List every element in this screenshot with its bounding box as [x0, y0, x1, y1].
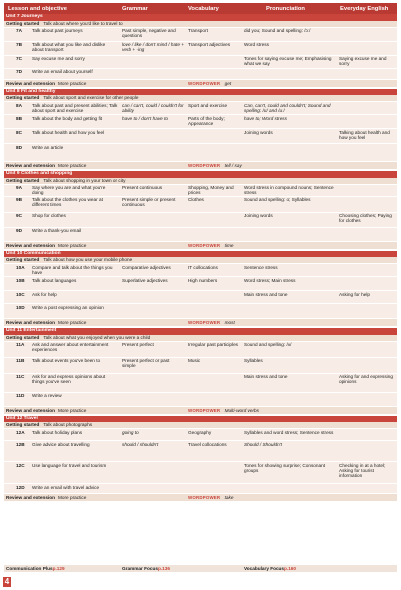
wordpower-label: WORDPOWER	[188, 320, 221, 325]
lesson-grammar: Present perfect	[122, 342, 154, 347]
lesson-pronunciation: Word stress in compound nouns; Sentence stress	[244, 185, 334, 196]
unit-section	[4, 89, 397, 172]
lesson-pronunciation: did you; Sound and spelling: /ɔː/	[244, 28, 311, 33]
lesson-objective: Talk about health and how you feel	[32, 129, 105, 135]
getting-started-text: Talk about how you use your mobile phone	[43, 257, 133, 262]
wordpower	[188, 494, 233, 501]
getting-started-text: Talk about shopping in your town or city	[43, 177, 126, 183]
lesson-pronunciation: Tones for saying excuse me; Emphasising what we say	[244, 56, 332, 67]
lesson-row	[4, 143, 397, 161]
lesson-code: 10A	[16, 264, 25, 270]
lesson-code: 12C	[16, 462, 25, 468]
lesson-pronunciation: Sentence stress	[244, 264, 278, 270]
lesson-objective: Talk about the body and getting fit	[32, 115, 103, 121]
header-pronunciation: Pronunciation	[266, 5, 305, 12]
lesson-row	[4, 101, 397, 114]
lesson-row	[4, 184, 397, 196]
lesson-vocabulary: Shopping, Money and prices	[188, 185, 234, 196]
lesson-pronunciation: Main stress and tone	[244, 374, 288, 379]
lesson-objective: Write a post expressing an opinion	[32, 304, 104, 310]
lesson-code: 10C	[16, 291, 25, 297]
wordpower-label: WORDPOWER	[188, 495, 221, 500]
more-practice-label: More practice	[57, 407, 87, 413]
lesson-objective: Talk about holiday plans	[32, 429, 83, 435]
lesson-pronunciation: Should / Shouldn't	[244, 441, 282, 447]
lesson-row	[4, 128, 397, 143]
more-practice-label: More practice	[57, 242, 87, 248]
wordpower-word: Multi-word verbs	[224, 407, 259, 413]
lesson-vocabulary: Travel collocations	[188, 441, 227, 447]
getting-started-text: Talk about where you'd like to travel to	[43, 20, 123, 26]
lesson-pronunciation: Tones for showing surprise; Consonant groups	[244, 462, 326, 473]
lesson-objective: Talk about languages	[32, 277, 77, 283]
getting-started-text: Talk about what you enjoyed when you were a child	[43, 334, 151, 340]
wordpower-word: get	[224, 80, 232, 86]
lesson-everyday-english: Asking for help	[339, 291, 371, 297]
lesson-vocabulary: IT collocations	[188, 264, 218, 270]
unit-title: Unit 11 Entertainment	[4, 328, 397, 335]
lesson-pronunciation: Syllables and word stress; Sentence stress	[244, 429, 334, 435]
review-label: Review and extension	[6, 320, 55, 325]
unit-title: Unit 7 Journeys	[4, 14, 397, 21]
lesson-grammar: Past simple, negative and questions	[122, 28, 176, 39]
wordpower	[188, 80, 231, 87]
units-container	[4, 14, 397, 503]
lesson-objective: Talk about events you've been to	[32, 358, 101, 363]
lesson-everyday-english: Saying excuse me and sorry	[339, 56, 387, 67]
header-vocabulary: Vocabulary	[188, 5, 219, 12]
lesson-code: 10B	[16, 277, 25, 283]
lesson-pronunciation: Word stress	[244, 42, 269, 47]
lesson-objective: Write an email about yourself	[32, 69, 93, 74]
lesson-objective: Say where you are and what you're doing	[32, 185, 106, 196]
unit-title: Unit 10 Communication	[4, 251, 397, 258]
lesson-code: 7C	[16, 56, 22, 61]
getting-started-text: Talk about photographs	[43, 422, 93, 427]
footer-vocabulary-focus: Vocabulary Focus	[244, 566, 285, 571]
wordpower	[188, 162, 242, 169]
lesson-objective: Write a thank-you email	[32, 228, 82, 233]
lesson-code: 12D	[16, 484, 25, 490]
lesson-row	[4, 303, 397, 318]
footer-gf-page[interactable]: p.136	[157, 566, 170, 571]
lesson-row	[4, 55, 397, 68]
lesson-vocabulary: Geography	[188, 429, 212, 435]
wordpower-word: time	[224, 242, 234, 248]
getting-started-label: Getting started	[6, 20, 40, 26]
wordpower	[188, 242, 233, 249]
table-header	[4, 3, 397, 14]
getting-started-label: Getting started	[6, 257, 40, 262]
getting-started-label: Getting started	[6, 95, 40, 100]
wordpower	[188, 319, 235, 326]
lesson-pronunciation: Main stress and tone	[244, 291, 288, 297]
header-lesson: Lesson and objective	[8, 5, 67, 12]
lesson-everyday-english: Checking in at a hotel; Asking for tourist information	[339, 462, 386, 479]
review-label: Review and extension	[6, 495, 55, 500]
review-row	[4, 79, 397, 87]
lesson-code: 11B	[16, 358, 25, 363]
lesson-pronunciation: have to; Word stress	[244, 115, 287, 121]
lesson-code: 12A	[16, 429, 25, 435]
lesson-code: 9D	[16, 228, 22, 233]
lesson-grammar: Present continuous	[122, 185, 163, 190]
lesson-grammar: love / like / don't mind / hate + verb + -ing	[122, 42, 184, 53]
getting-started-label: Getting started	[6, 334, 40, 340]
lesson-grammar: Present simple or present continuous	[122, 197, 176, 208]
header-grammar: Grammar	[122, 5, 148, 12]
review-row	[4, 241, 397, 249]
lesson-objective: Write an article	[32, 144, 64, 150]
lesson-pronunciation: Syllables	[244, 358, 263, 363]
more-practice-label: More practice	[57, 495, 87, 500]
lesson-row	[4, 461, 397, 483]
lesson-objective: Use language for travel and tourism	[32, 462, 107, 468]
more-practice-label: More practice	[57, 163, 87, 168]
lesson-vocabulary: High numbers	[188, 277, 218, 283]
lesson-objective: Talk about what you like and dislike about transport	[32, 42, 106, 53]
lesson-row	[4, 263, 397, 276]
lesson-pronunciation: Can, can't, could and couldn't; Sound and spelling: /ʊ/ and /uː/	[244, 102, 331, 113]
lesson-grammar: Present perfect or past simple	[122, 358, 170, 369]
wordpower-word: take	[224, 495, 234, 500]
lesson-grammar: going to	[122, 429, 139, 435]
lesson-everyday-english: Asking for and expressing opinions	[339, 374, 393, 385]
lesson-grammar: have to / don't have to	[122, 115, 168, 121]
review-row	[4, 493, 397, 501]
lesson-vocabulary: Sport and exercise	[188, 102, 228, 108]
lesson-objective: Ask for and express opinions about things you've seen	[32, 374, 106, 385]
lesson-objective: Compare and talk about the things you have	[32, 264, 113, 275]
lesson-everyday-english: Talking about health and how you feel	[339, 129, 390, 140]
page-number: 4	[4, 577, 10, 586]
lesson-pronunciation: Sound and spelling: o; Syllables	[244, 197, 311, 202]
lesson-row	[4, 227, 397, 241]
lesson-grammar: Comparative adjectives	[122, 264, 171, 270]
lesson-row	[4, 357, 397, 373]
getting-started-text: Talk about sport and exercise for other people	[43, 95, 139, 100]
lesson-vocabulary: Irregular past participles	[188, 342, 239, 347]
lesson-vocabulary: Parts of the body; Appearance	[188, 115, 225, 126]
review-label: Review and extension	[6, 163, 55, 168]
lesson-objective: Write an email with travel advice	[32, 484, 100, 490]
unit-section	[4, 14, 397, 89]
lesson-code: 8D	[16, 144, 22, 150]
lesson-code: 8C	[16, 129, 22, 135]
unit-title: Unit 9 Clothes and shopping	[4, 171, 397, 178]
lesson-pronunciation: Sound and spelling: /ʌ/	[244, 342, 292, 347]
lesson-vocabulary: Transport	[188, 28, 208, 33]
lesson-grammar: should / shouldn't	[122, 441, 159, 447]
footer-vf-page[interactable]: p.160	[284, 566, 297, 571]
lesson-row	[4, 27, 397, 41]
unit-section	[4, 171, 397, 251]
lesson-objective: Say excuse me and sorry	[32, 56, 85, 61]
review-row	[4, 406, 397, 414]
lesson-row	[4, 212, 397, 227]
lesson-code: 8A	[16, 102, 22, 108]
lesson-row	[4, 392, 397, 406]
lesson-row	[4, 440, 397, 461]
lesson-row	[4, 41, 397, 55]
lesson-grammar: can / can't, could / couldn't for ability	[122, 102, 184, 113]
lesson-code: 9C	[16, 213, 22, 218]
footer-bar	[4, 565, 397, 572]
lesson-row	[4, 68, 397, 79]
lesson-pronunciation: Joining words	[244, 129, 273, 135]
unit-section	[4, 416, 397, 504]
more-practice-label: More practice	[57, 320, 87, 325]
wordpower-label: WORDPOWER	[188, 80, 221, 86]
lesson-grammar: Superlative adjectives	[122, 277, 168, 283]
unit-section	[4, 328, 397, 416]
lesson-objective: Talk about past journeys	[32, 28, 83, 33]
lesson-pronunciation: Joining words	[244, 213, 273, 218]
review-row	[4, 318, 397, 326]
lesson-objective: Talk about past and present abilities; Talk about sport and exercise	[32, 102, 118, 113]
header-everyday-english: Everyday English	[340, 5, 389, 12]
lesson-row	[4, 290, 397, 303]
lesson-code: 7A	[16, 28, 22, 33]
lesson-row	[4, 428, 397, 440]
lesson-objective: Talk about the clothes you wear at different times	[32, 197, 103, 208]
lesson-code: 7B	[16, 42, 22, 47]
lesson-code: 11A	[16, 342, 25, 347]
lesson-code: 7D	[16, 69, 22, 74]
wordpower-word: tell / say	[224, 163, 242, 168]
unit-title: Unit 8 Fit and healthy	[4, 89, 397, 96]
lesson-row	[4, 483, 397, 493]
getting-started-label: Getting started	[6, 177, 40, 183]
lesson-vocabulary: Transport adjectives	[188, 42, 231, 47]
lesson-objective: Shop for clothes	[32, 213, 66, 218]
contents-page	[4, 3, 397, 503]
footer-cp-page[interactable]: p.129	[52, 566, 65, 571]
lesson-objective: Ask for help	[32, 291, 57, 297]
review-row	[4, 161, 397, 169]
lesson-row	[4, 276, 397, 290]
lesson-everyday-english: Choosing clothes; Paying for clothes	[339, 213, 392, 224]
lesson-code: 9B	[16, 197, 22, 202]
getting-started-label: Getting started	[6, 422, 40, 427]
lesson-code: 10D	[16, 304, 25, 310]
wordpower-word: most	[224, 320, 235, 325]
lesson-pronunciation: Word stress; Main stress	[244, 277, 296, 283]
lesson-code: 11D	[16, 393, 25, 398]
lesson-objective: Ask and answer about entertainment experiences	[32, 342, 109, 353]
lesson-vocabulary: Music	[188, 358, 201, 363]
lesson-row	[4, 341, 397, 357]
review-label: Review and extension	[6, 80, 55, 86]
lesson-row	[4, 373, 397, 392]
lesson-vocabulary: Clothes	[188, 197, 204, 202]
section-gap	[4, 501, 397, 503]
wordpower-label: WORDPOWER	[188, 163, 221, 168]
wordpower-label: WORDPOWER	[188, 407, 221, 413]
lesson-objective: Give advice about travelling	[32, 441, 90, 447]
wordpower-label: WORDPOWER	[188, 242, 221, 248]
review-label: Review and extension	[6, 407, 55, 413]
lesson-objective: Write a review	[32, 393, 62, 398]
unit-title: Unit 12 Travel	[4, 416, 397, 423]
lesson-code: 9A	[16, 185, 22, 190]
lesson-row	[4, 196, 397, 212]
footer-grammar-focus: Grammar Focus	[122, 566, 158, 571]
lesson-code: 11C	[16, 374, 25, 379]
lesson-row	[4, 114, 397, 128]
unit-section	[4, 251, 397, 329]
review-label: Review and extension	[6, 242, 55, 248]
wordpower	[188, 407, 259, 414]
more-practice-label: More practice	[57, 80, 87, 86]
footer-communication-plus: Communication Plus	[6, 566, 53, 571]
lesson-code: 8B	[16, 115, 22, 121]
lesson-code: 12B	[16, 441, 25, 447]
